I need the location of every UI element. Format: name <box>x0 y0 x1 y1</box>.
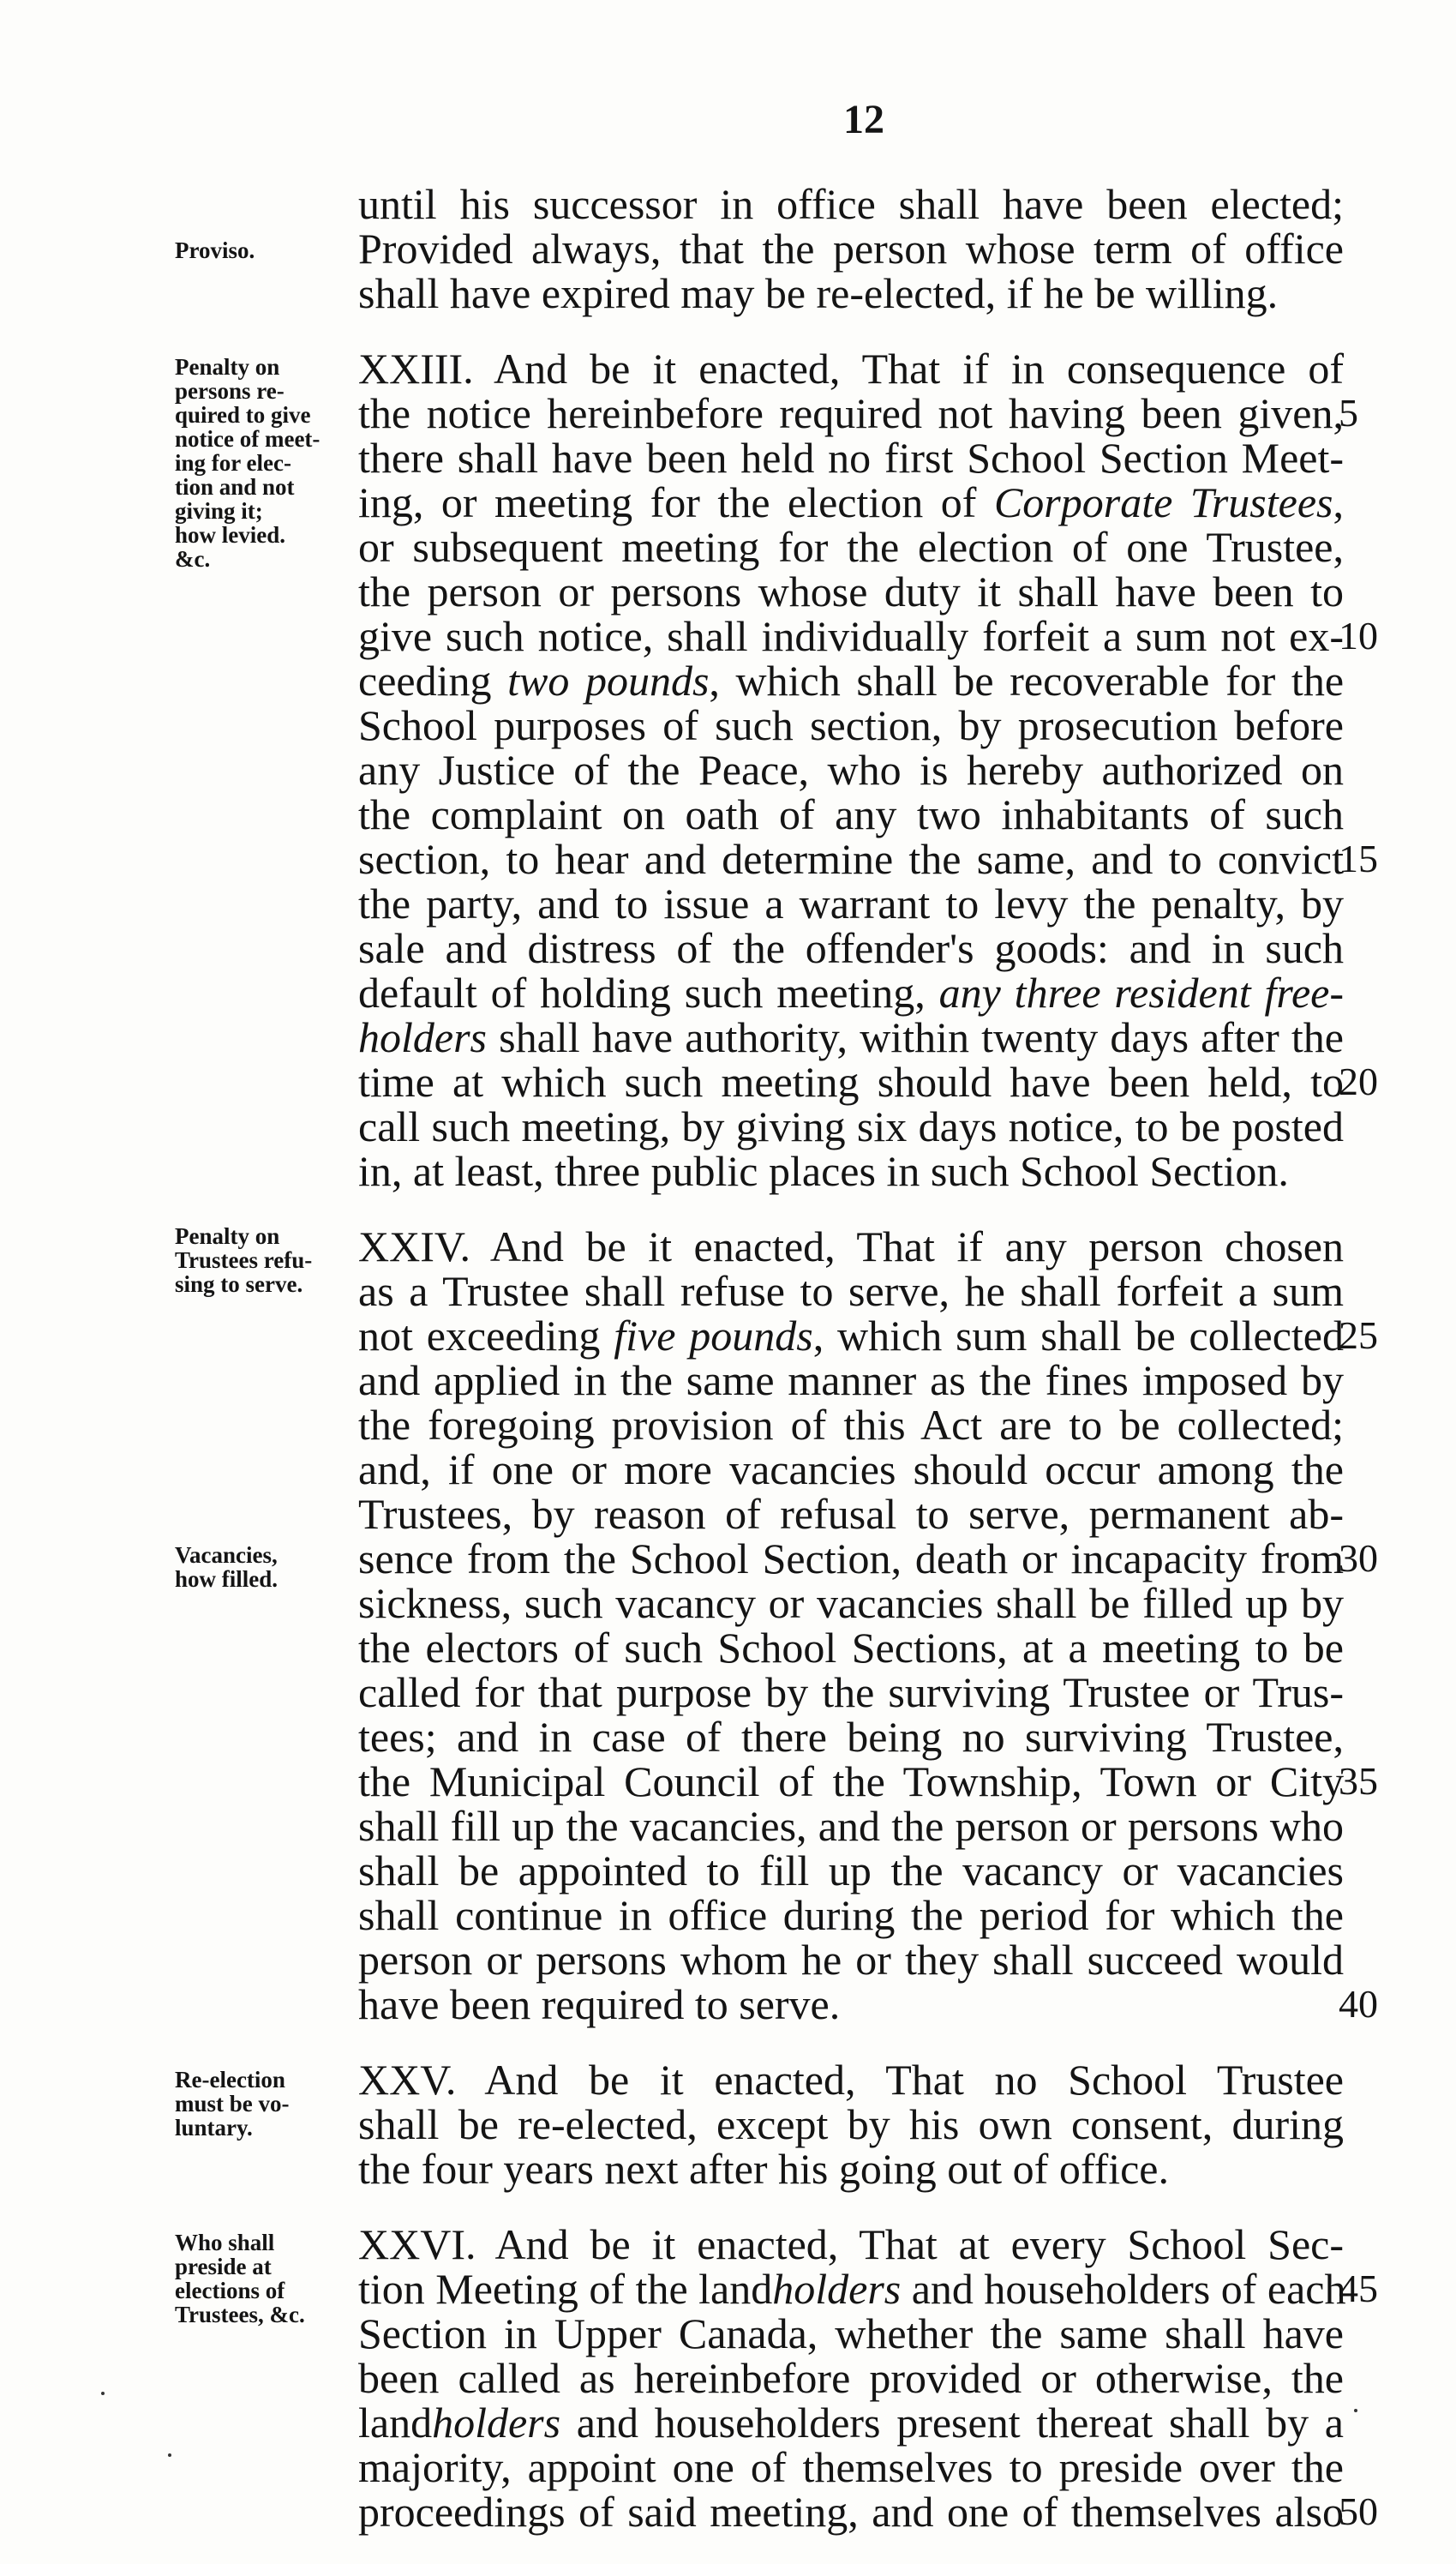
margin-note <box>175 2231 355 2327</box>
text-line: been called as hereinbefore provided or otherwise, the <box>358 2354 1344 2402</box>
text-line: XXV. And be it enacted, That no School Trustee <box>358 2056 1344 2104</box>
margin-note-line: tion and not <box>175 474 295 500</box>
text-line: the party, and to issue a warrant to levy the penalty, by <box>358 880 1344 928</box>
margin-note-line: how filled. <box>175 1566 279 1592</box>
text-line: Provided always, that the person whose term of office <box>358 225 1344 273</box>
text-line: until his successor in office shall have been elected; <box>358 180 1344 228</box>
text-line: tion Meeting of the landholders and householders of each <box>358 2265 1346 2313</box>
margin-note <box>175 355 355 571</box>
text-line: and applied in the same manner as the fines imposed by <box>358 1356 1344 1404</box>
text-line: the four years next after his going out of office. <box>358 2145 1169 2193</box>
text-line: landholders and householders present thereat shall by a <box>358 2399 1344 2447</box>
text-line: in, at least, three public places in such School Section. <box>358 1147 1289 1195</box>
margin-note-line: &c. <box>175 546 211 572</box>
text-line: tees; and in case of there being no surviving Trustee, <box>358 1713 1344 1761</box>
margin-note-line: Who shall <box>175 2230 275 2255</box>
ink-speck <box>1354 2409 1357 2412</box>
text-line: School purposes of such section, by prosecution before <box>358 701 1344 749</box>
margin-note-line: Penalty on <box>175 1223 280 1249</box>
line-number: 10 <box>1339 614 1378 658</box>
line-number: 35 <box>1339 1759 1378 1803</box>
text-line: shall be re-elected, except by his own consent, during <box>358 2100 1344 2148</box>
text-line: XXVI. And be it enacted, That at every School Sec- <box>358 2220 1344 2268</box>
text-line: there shall have been held no first School Section Meet- <box>358 434 1344 482</box>
text-line: ing, or meeting for the election of Corporate Trustees, <box>358 478 1344 526</box>
margin-note-line: Trustees refu- <box>175 1247 313 1273</box>
line-number: 25 <box>1339 1313 1378 1357</box>
line-number: 50 <box>1339 2489 1378 2533</box>
margin-note-line: Re-election <box>175 2067 285 2093</box>
margin-note-line: giving it; <box>175 498 263 524</box>
text-line: the person or persons whose duty it shall have been to <box>358 567 1344 615</box>
text-line: shall have expired may be re-elected, if he be willing. <box>358 269 1279 317</box>
line-number: 15 <box>1339 837 1378 880</box>
margin-note-line: ing for elec- <box>175 450 291 476</box>
text-line: person or persons whom he or they shall succeed would <box>358 1936 1344 1984</box>
margin-note-line: Trustees, &c. <box>175 2302 305 2327</box>
margin-note-line: Penalty on <box>175 354 280 380</box>
margin-note-line: must be vo- <box>175 2091 290 2117</box>
text-line: holders shall have authority, within twenty days after the <box>358 1013 1344 1061</box>
margin-note-line: quired to give <box>175 402 311 428</box>
line-number: 30 <box>1339 1536 1378 1580</box>
text-line: as a Trustee shall refuse to serve, he shall forfeit a sum <box>358 1267 1344 1315</box>
text-line: XXIV. And be it enacted, That if any person chosen <box>358 1222 1344 1270</box>
text-line: not exceeding five pounds, which sum shall be collected <box>358 1312 1344 1360</box>
text-line: the notice hereinbefore required not having been given, <box>358 389 1344 437</box>
text-line: proceedings of said meeting, and one of themselves also <box>358 2488 1344 2536</box>
text-line: XXIII. And be it enacted, That if in consequence of <box>358 345 1344 393</box>
text-line: Trustees, by reason of refusal to serve, permanent ab- <box>358 1490 1344 1538</box>
text-line: call such meeting, by giving six days notice, to be posted <box>358 1102 1344 1150</box>
ink-speck <box>101 2392 105 2395</box>
text-line: have been required to serve. <box>358 1980 841 2028</box>
text-line: majority, appoint one of themselves to preside over the <box>358 2443 1344 2491</box>
text-line: any Justice of the Peace, who is hereby authorized on <box>358 746 1344 794</box>
text-line: called for that purpose by the surviving Trustee or Trus- <box>358 1668 1344 1716</box>
text-line: shall be appointed to fill up the vacancy or vacancies <box>358 1846 1344 1894</box>
margin-note <box>175 2068 355 2140</box>
ink-speck <box>168 2453 171 2457</box>
text-line: the electors of such School Sections, at a meeting to be <box>358 1624 1344 1672</box>
text-line: sence from the School Section, death or incapacity from <box>358 1534 1344 1582</box>
text-line: shall fill up the vacancies, and the person or persons who <box>358 1802 1344 1850</box>
line-number: 20 <box>1339 1060 1378 1103</box>
margin-note-line: Proviso. <box>175 237 255 263</box>
text-line: or subsequent meeting for the election of one Trustee, <box>358 523 1344 571</box>
text-line: shall continue in office during the period for which the <box>358 1891 1344 1939</box>
text-line: sale and distress of the offender's goods: and in such <box>358 924 1344 972</box>
text-line: the complaint on oath of any two inhabitants of such <box>358 790 1344 838</box>
margin-note-line: Vacancies, <box>175 1542 278 1568</box>
text-line: give such notice, shall individually forfeit a sum not ex- <box>358 612 1344 660</box>
margin-note-line: luntary. <box>175 2115 253 2141</box>
margin-note-line: preside at <box>175 2254 272 2279</box>
line-number: 45 <box>1339 2267 1378 2310</box>
text-line: sickness, such vacancy or vacancies shall be filled up by <box>358 1579 1344 1627</box>
text-line: the foregoing provision of this Act are to be collected; <box>358 1401 1344 1449</box>
margin-note-line: persons re- <box>175 378 285 404</box>
page-number: 12 <box>843 97 884 142</box>
margin-note-line: notice of meet- <box>175 426 321 452</box>
margin-note-line: how levied. <box>175 522 286 548</box>
text-line: default of holding such meeting, any three resident free- <box>358 969 1344 1017</box>
margin-note <box>175 238 355 262</box>
text-line: the Municipal Council of the Township, Town or City <box>358 1757 1344 1805</box>
text-line: ceeding two pounds, which shall be recoverable for the <box>358 657 1345 705</box>
text-line: Section in Upper Canada, whether the same shall have <box>358 2309 1344 2357</box>
line-number: 40 <box>1339 1982 1378 2026</box>
margin-note <box>175 1224 355 1296</box>
text-line: and, if one or more vacancies should occur among the <box>358 1445 1344 1493</box>
text-line: time at which such meeting should have been held, to <box>358 1058 1344 1106</box>
margin-note <box>175 1543 355 1591</box>
text-line: section, to hear and determine the same, and to convict <box>358 835 1344 883</box>
line-number: 5 <box>1339 391 1358 435</box>
margin-note-line: sing to serve. <box>175 1271 303 1297</box>
margin-note-line: elections of <box>175 2278 285 2303</box>
